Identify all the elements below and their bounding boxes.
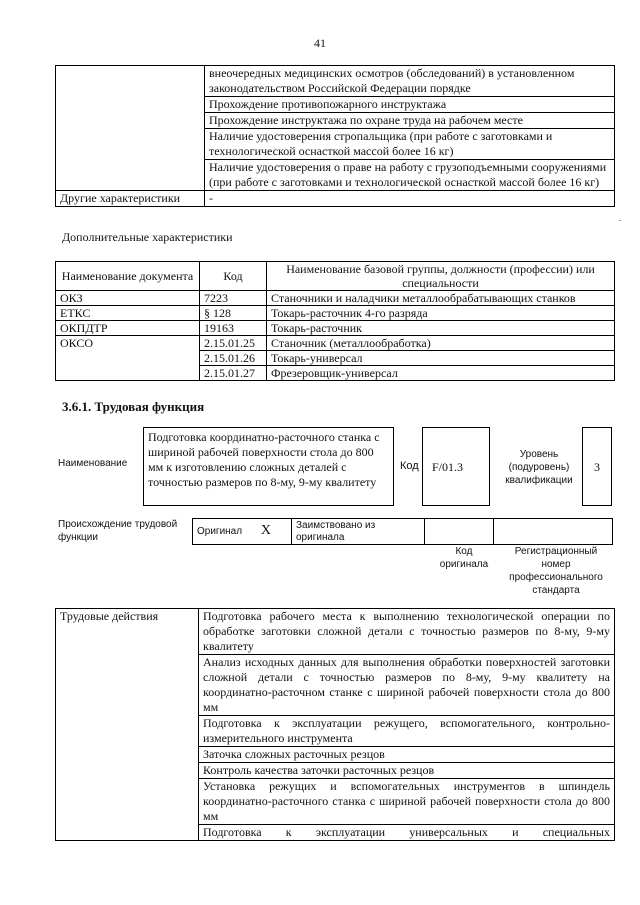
code-of-original-cell — [425, 519, 494, 545]
qualification-level-box: 3 — [582, 427, 612, 506]
table-row — [56, 66, 615, 97]
labor-actions-label: Трудовые действия — [56, 609, 199, 841]
table-cell: Наличие удостоверения стропальщика (при работе с заготовками и технологической оснасткой массой более 16 кг) — [205, 129, 615, 160]
cell-document: ЕТКС — [56, 306, 200, 321]
borrowed-cell: Заимствовано из оригинала — [292, 519, 425, 545]
cell-name: Станочники и наладчики металлообрабатывающих станков — [267, 291, 615, 306]
labor-action-item: Установка режущих и вспомогательных инструментов в шпиндель координатно-расточного станка с шириной рабочей поверхности стола до 800 мм — [199, 779, 615, 825]
cell-name: Фрезеровщик-универсал — [267, 366, 615, 381]
table-row — [56, 321, 615, 336]
section-title: 3.6.1. Трудовая функция — [62, 399, 205, 414]
labor-action-item: Анализ исходных данных для выполнения обработки поверхностей заготовки сложной детали с точностью размеров по 8-му, 9-му квалитету на координатно-расточном станке с шириной рабочей поверхности стола до 800 мм — [199, 655, 615, 716]
labor-action-item: Заточка сложных расточных резцов — [199, 747, 615, 763]
cell-name: Токарь-универсал — [267, 351, 615, 366]
page-number: 41 — [314, 36, 326, 50]
header-document: Наименование документа — [56, 262, 200, 291]
table-cell: Прохождение инструктажа по охране труда на рабочем месте — [205, 113, 615, 129]
table-header-row — [56, 262, 615, 291]
cell-document: ОКПДТР — [56, 321, 200, 336]
cell-code: 2.15.01.26 — [200, 351, 267, 366]
function-name-box: Подготовка координатно-расточного станка с шириной рабочей поверхности стола до 800 мм к изготовлению сложных деталей с точностью размеров по 8-му, 9-му квалитету — [143, 427, 394, 506]
table-cell-label: Другие характеристики — [56, 191, 205, 207]
header-code: Код — [200, 262, 267, 291]
table-row — [56, 306, 615, 321]
table-row — [56, 191, 615, 207]
cell-code: 19163 — [200, 321, 267, 336]
labor-action-item: Подготовка к эксплуатации универсальных и специальных — [199, 825, 615, 841]
reg-number-label: Регистрационный номер профессионального стандарта — [509, 546, 603, 596]
function-code-label: Код — [400, 460, 419, 472]
requirements-table — [55, 65, 615, 207]
labor-action-item: Подготовка рабочего места к выполнению технологической операции по обработке заготовки сложной детали с точностью размеров по 8-му, 9-му квалитету — [199, 609, 615, 655]
cell-code: 7223 — [200, 291, 267, 306]
table-cell: Прохождение противопожарного инструктажа — [205, 97, 615, 113]
table-cell-empty — [56, 66, 205, 191]
cell-name: Токарь-расточник — [267, 321, 615, 336]
cell-name: Станочник (металлообработка) — [267, 336, 615, 351]
qualification-level-label: Уровень (подуровень) квалификации — [505, 449, 573, 486]
reg-number-cell — [494, 519, 613, 545]
cell-code: 2.15.01.25 — [200, 336, 267, 351]
labor-actions-table — [55, 608, 615, 841]
table-row — [193, 519, 613, 545]
function-origin-label: Происхождение трудовой функции — [58, 519, 178, 543]
table-row — [56, 609, 615, 655]
cell-code: 2.15.01.27 — [200, 366, 267, 381]
additional-characteristics-table — [55, 261, 615, 381]
table-row — [56, 336, 615, 351]
additional-characteristics-title: Дополнительные характеристики — [62, 230, 233, 244]
original-label: Оригинал — [197, 526, 243, 537]
table-row — [56, 291, 615, 306]
function-name-label: Наименование — [58, 458, 128, 469]
table-cell: внеочередных медицинских осмотров (обследований) в установленном законодательством Российской Федерации порядке — [205, 66, 615, 97]
scan-speck — [619, 220, 621, 221]
labor-action-item: Подготовка к эксплуатации режущего, вспомогательного, контрольно-измерительного инструмента — [199, 716, 615, 747]
table-cell: - — [205, 191, 615, 207]
cell-document: ОКСО — [56, 336, 200, 381]
cell-name: Токарь-расточник 4-го разряда — [267, 306, 615, 321]
labor-action-item: Контроль качества заточки расточных резцов — [199, 763, 615, 779]
table-cell: Наличие удостоверения о праве на работу с грузоподъемными сооружениями (при работе с заготовками и технологической оснасткой массой более 16 кг) — [205, 160, 615, 191]
code-of-original-label: Код оригинала — [439, 546, 489, 570]
cell-code: § 128 — [200, 306, 267, 321]
function-code-box: F/01.3 — [422, 427, 490, 506]
origin-original-cell — [193, 519, 292, 545]
original-mark: X — [260, 523, 271, 538]
origin-table — [192, 518, 613, 545]
header-name: Наименование базовой группы, должности (профессии) или специальности — [267, 262, 615, 291]
cell-document: ОКЗ — [56, 291, 200, 306]
